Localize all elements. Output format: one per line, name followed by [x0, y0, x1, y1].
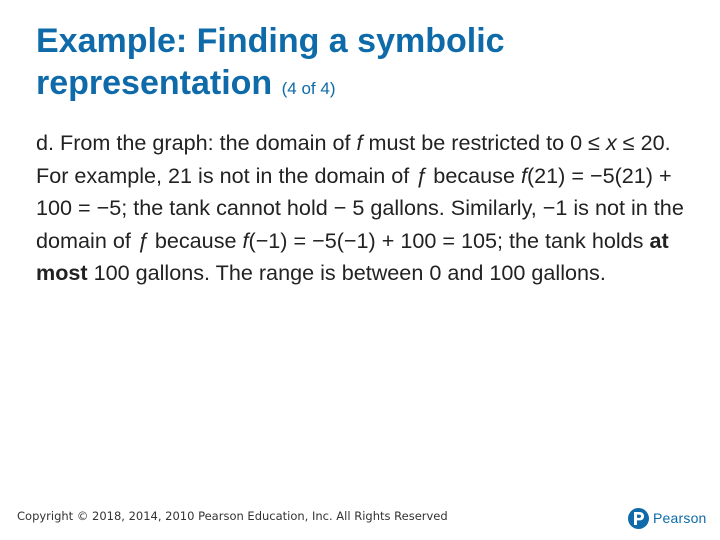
body-var-f-2: ƒ [415, 162, 428, 188]
body-var-f-4: ƒ [136, 227, 149, 253]
body-text-2: must be restricted to 0 ≤ [362, 130, 606, 155]
pearson-logo-glyph [632, 511, 645, 526]
body-var-f-5: f [242, 227, 249, 253]
body-text-5: (21) = −5(21) + 100 = −5; the tank cannot hold − 5 gallons. Similarly, −1 is not in the domain of [36, 162, 684, 253]
body-text-6: because [148, 227, 243, 253]
body-var-f-3: f [520, 162, 527, 188]
body-text-4: because [427, 162, 521, 188]
body-var-x: x [605, 130, 617, 155]
pearson-logo-text: Pearson [653, 510, 707, 526]
pearson-logo [628, 506, 707, 530]
title-subtitle: (4 of 4) [281, 79, 336, 98]
pearson-logo-icon [628, 508, 649, 529]
body-text-1: d. From the graph: the domain of [36, 130, 357, 155]
body-paragraph [36, 127, 696, 290]
body-text-3: ≤ 20. For example, 21 is not in the domain of [36, 130, 671, 188]
body-var-f-1: f [356, 130, 363, 155]
copyright-footer: Copyright © 2018, 2014, 2010 Pearson Education, Inc. All Rights Reserved [17, 509, 448, 523]
body-text-8: 100 gallons. The range is between 0 and 100 gallons. [87, 260, 606, 286]
body-emphasis-at-most: at most [36, 227, 669, 286]
title-main: Example: Finding a symbolic representation [36, 22, 505, 102]
body-text-7: (−1) = −5(−1) + 100 = 105; the tank holds [248, 227, 650, 253]
slide-title [36, 20, 676, 110]
